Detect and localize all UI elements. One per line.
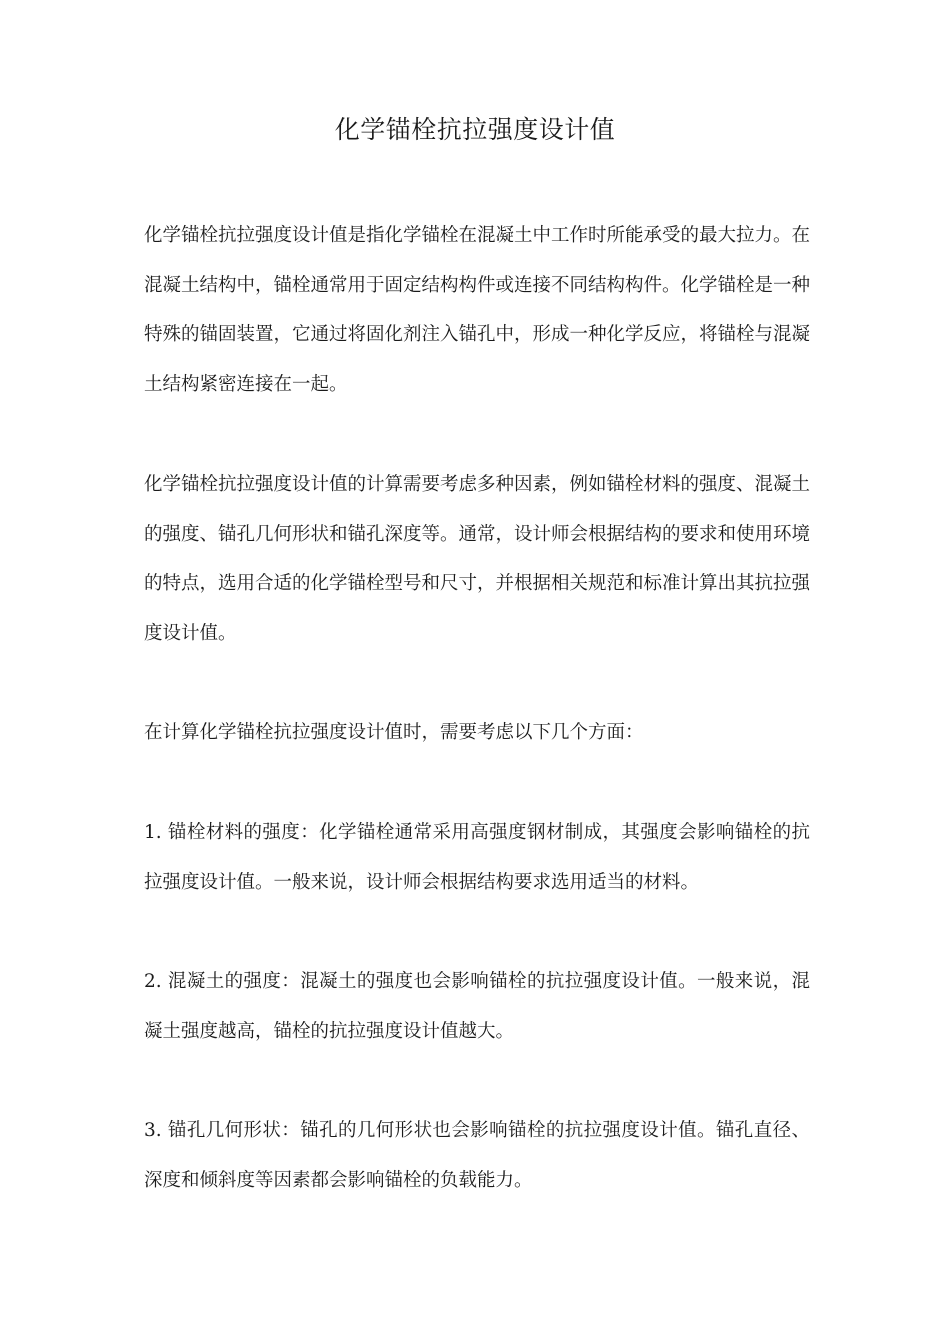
list-item-concrete-strength: 2. 混凝土的强度：混凝土的强度也会影响锚栓的抗拉强度设计值。一般来说，混凝土强度越高，锚栓的抗拉强度设计值越大。: [144, 971, 810, 1042]
paragraph-calculation-factors: 化学锚栓抗拉强度设计值的计算需要考虑多种因素，例如锚栓材料的强度、混凝土的强度、锚孔几何形状和锚孔深度等。通常，设计师会根据结构的要求和使用环境的特点，选用合适的化学锚栓型号和尺寸，并根据相关规范和标准计算出其抗拉强度设计值。: [144, 474, 811, 644]
paragraph-aspects-intro: 在计算化学锚栓抗拉强度设计值时，需要考虑以下几个方面：: [144, 722, 644, 743]
list-item-hole-geometry: 3. 锚孔几何形状：锚孔的几何形状也会影响锚栓的抗拉强度设计值。锚孔直径、深度和倾斜度等因素都会影响锚栓的负载能力。: [144, 1120, 810, 1191]
list-item-material-strength: 1. 锚栓材料的强度：化学锚栓通常采用高强度钢材制成，其强度会影响锚栓的抗拉强度设计值。一般来说，设计师会根据结构要求选用适当的材料。: [144, 822, 810, 893]
document-title: 化学锚栓抗拉强度设计值: [334, 115, 616, 144]
paragraph-definition: 化学锚栓抗拉强度设计值是指化学锚栓在混凝土中工作时所能承受的最大拉力。在混凝土结构中，锚栓通常用于固定结构构件或连接不同结构构件。化学锚栓是一种特殊的锚固装置，它通过将固化剂注入锚孔中，形成一种化学反应，将锚栓与混凝土结构紧密连接在一起。: [144, 225, 811, 395]
